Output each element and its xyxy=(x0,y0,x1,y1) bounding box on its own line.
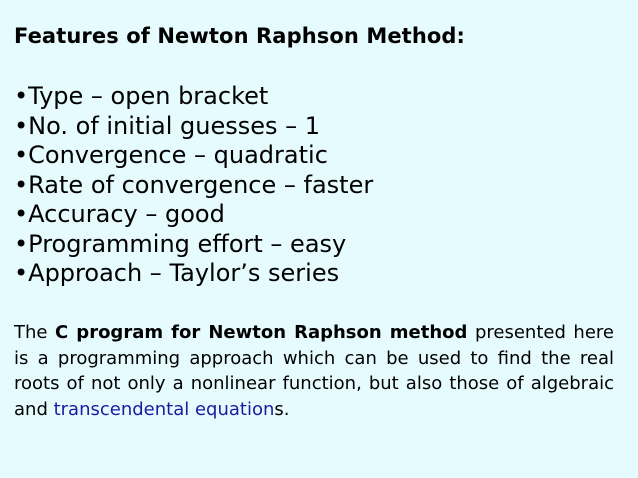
feature-initial-guesses: •No. of initial guesses – 1 xyxy=(14,111,321,140)
transcendental-equations-link[interactable]: transcendental equation xyxy=(53,398,275,420)
paragraph-bold-phrase: C program for Newton Raphson method xyxy=(55,322,468,343)
feature-type: •Type – open bracket xyxy=(14,82,269,110)
feature-rate-of-convergence: •Rate of convergence – faster xyxy=(14,170,374,199)
feature-accuracy: •Accuracy – good xyxy=(14,200,225,228)
slide-title: Features of Newton Raphson Method: xyxy=(14,24,466,48)
description-paragraph xyxy=(14,320,614,422)
paragraph-body: presented here is a programming approach which can be used to find the real roots of not only a nonlinear function, but also those of algebraic and xyxy=(14,322,614,420)
feature-list xyxy=(14,82,373,289)
paragraph-intro: The xyxy=(14,322,56,343)
paragraph-end: s. xyxy=(274,398,290,420)
feature-convergence: •Convergence – quadratic xyxy=(14,141,328,169)
feature-approach: •Approach – Taylor’s series xyxy=(14,259,340,287)
feature-programming-effort: •Programming effort – easy xyxy=(14,229,347,258)
